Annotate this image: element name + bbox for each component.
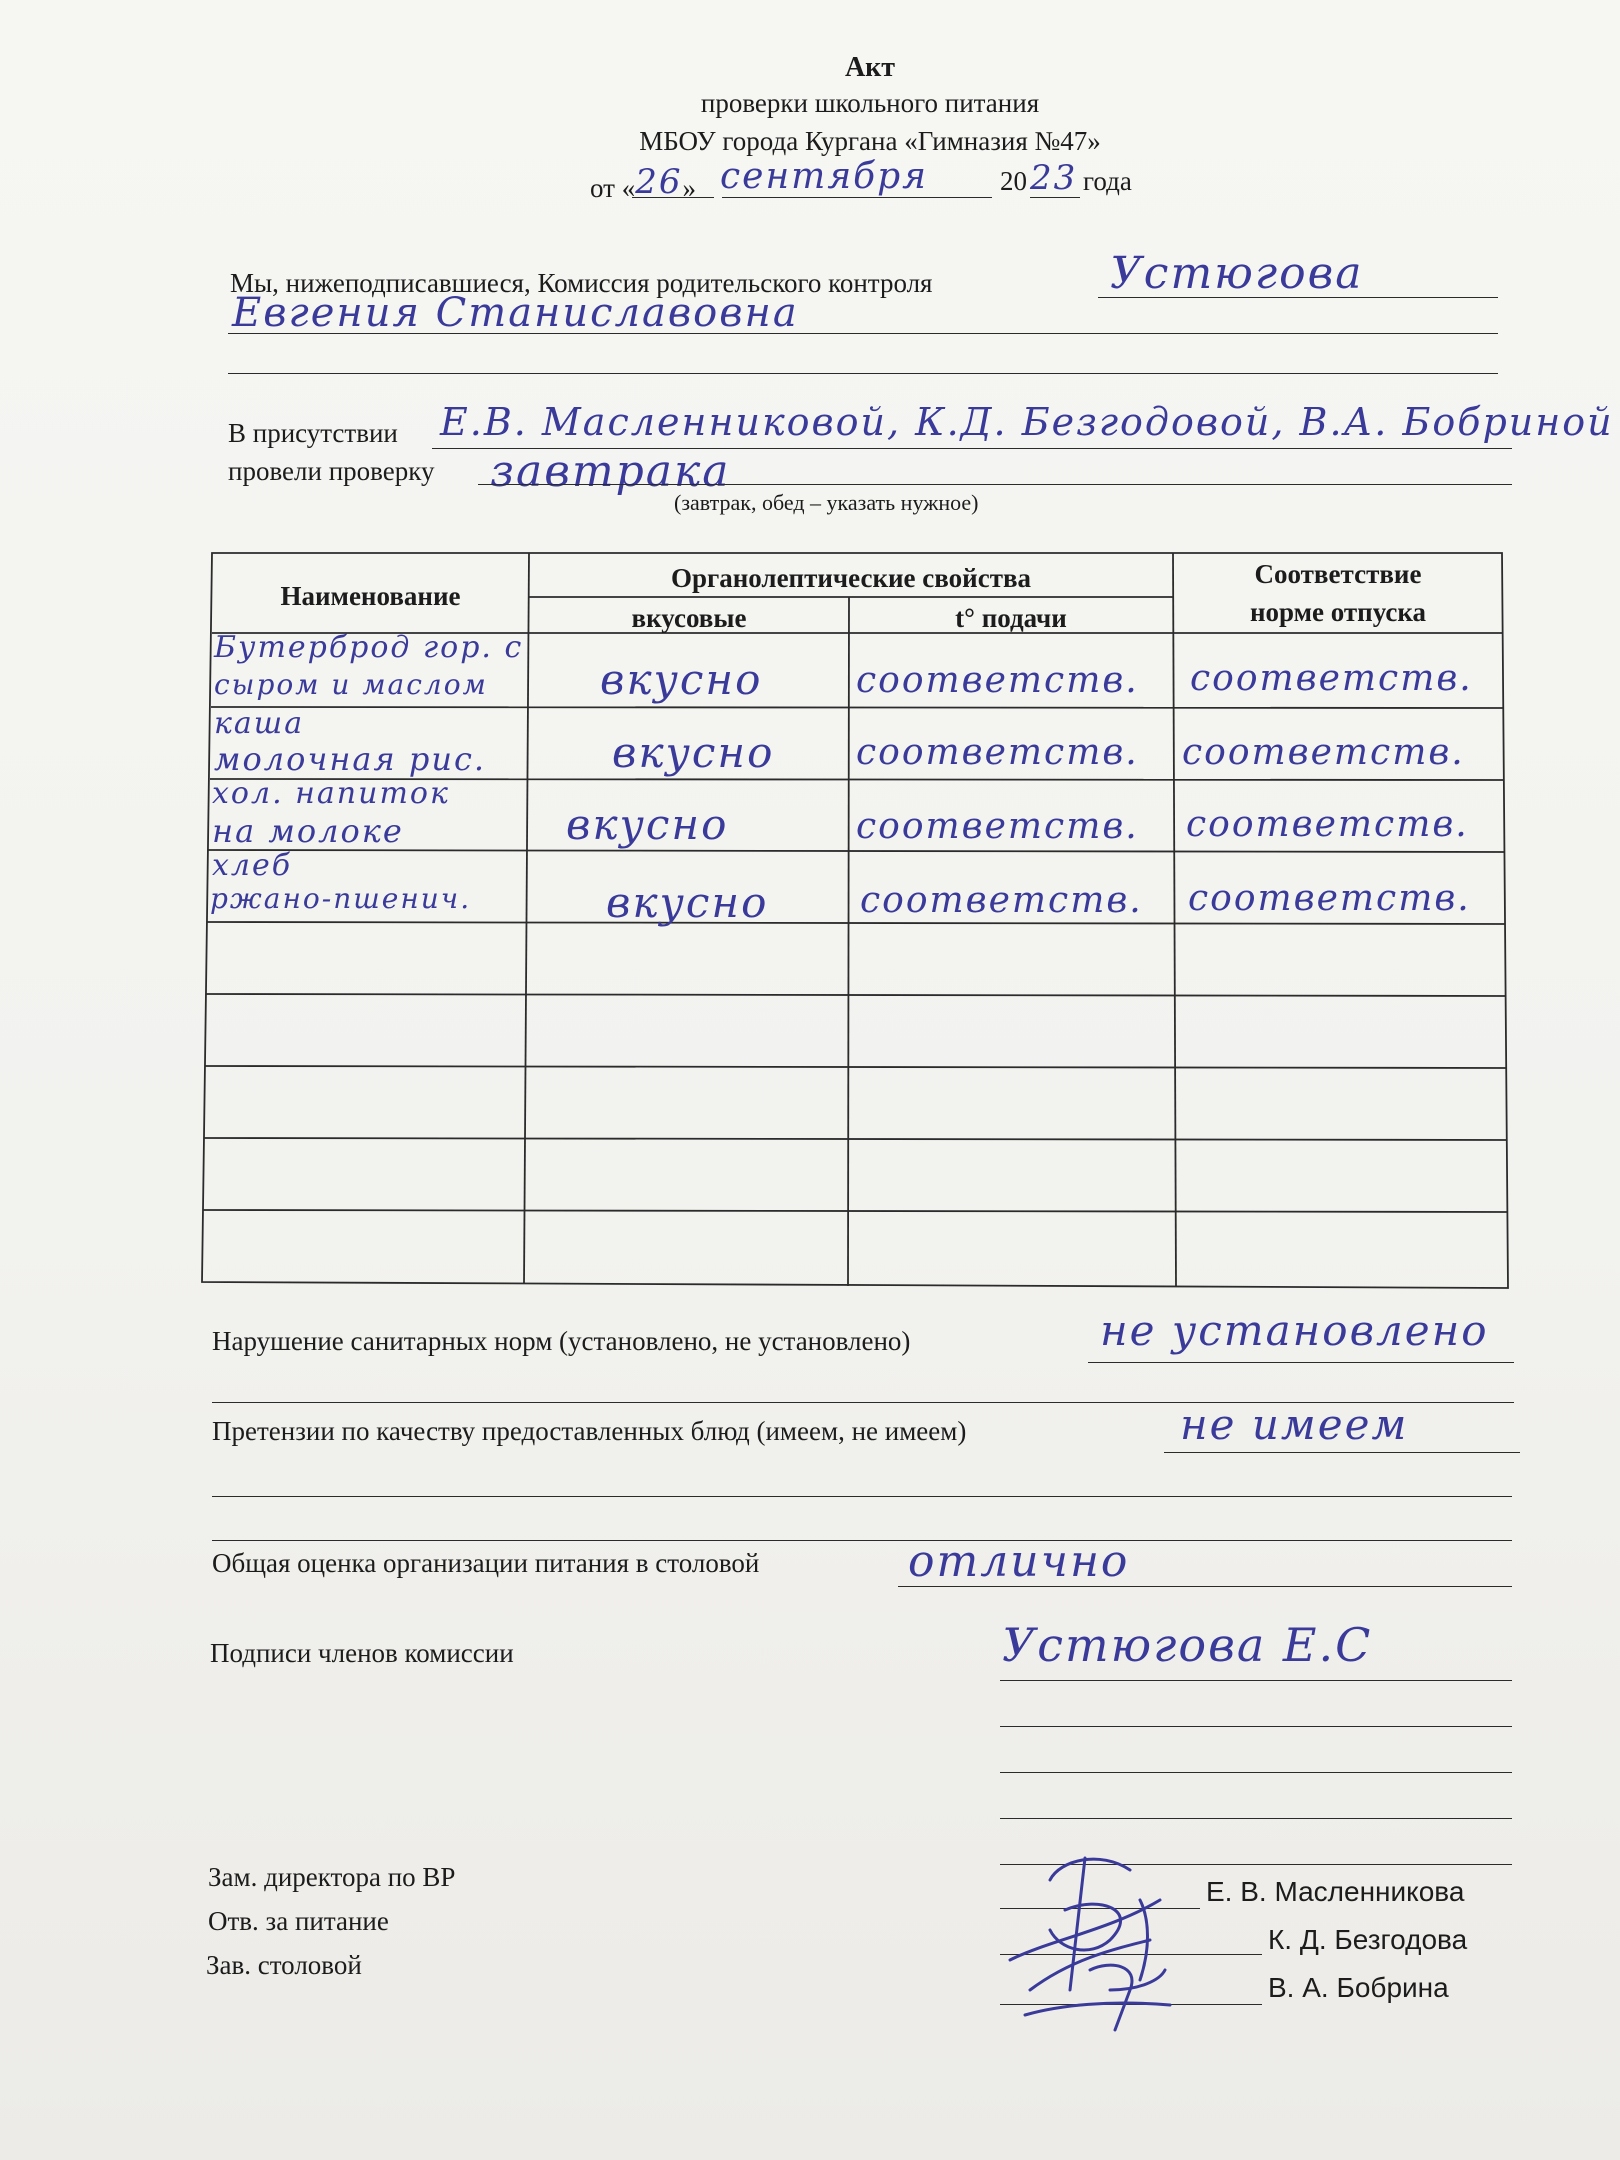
row3-norm: соответств. <box>1186 804 1469 845</box>
col-header-temp: t° подачи <box>955 603 1067 633</box>
violations-label: Нарушение санитарных норм (установлено, не установлено) <box>212 1326 911 1356</box>
row3-name-line1: хол. напиток <box>212 776 450 811</box>
row2-name-line1: каша <box>214 706 305 741</box>
doc-title: Акт <box>844 52 896 83</box>
row1-temp: соответств. <box>856 660 1139 701</box>
claims-line-3 <box>212 1540 1512 1541</box>
date-year: 23 <box>1030 158 1078 198</box>
col-header-organoleptic: Органолептические свойства <box>670 563 1032 593</box>
claims-label: Претензии по качеству предоставленных блюд (имеем, не имеем) <box>212 1416 967 1446</box>
claims-value: не имеем <box>1180 1400 1409 1449</box>
official-name-2: К. Д. Безгодова <box>1268 1924 1468 1955</box>
row3-temp: соответств. <box>856 806 1139 847</box>
row1-taste: вкусно <box>600 655 763 704</box>
row1-name-line1: Бутерброд гор. с <box>214 630 524 665</box>
rating-value: отлично <box>908 1536 1130 1587</box>
row4-temp: соответств. <box>860 880 1143 921</box>
col-header-name: Наименование <box>280 581 461 611</box>
commission-member-name: Евгения Станиславовна <box>232 290 799 336</box>
signature-line-4 <box>1000 1818 1512 1819</box>
row4-name-line1: хлеб <box>212 848 293 883</box>
col-header-norm-line2: норме отпуска <box>1249 597 1427 627</box>
date-month: сентября <box>720 156 929 197</box>
col-header-taste: вкусовые <box>631 603 747 633</box>
official-name-3: В. А. Бобрина <box>1268 1972 1449 2003</box>
check-label: провели проверку <box>228 456 435 486</box>
date-mid: » <box>682 173 696 203</box>
signatures-label: Подписи членов комиссии <box>210 1638 514 1668</box>
date-day: 26 <box>635 162 683 202</box>
date-suffix: года <box>1083 166 1132 196</box>
row1-norm: соответств. <box>1190 658 1473 699</box>
rating-label: Общая оценка организации питания в столовой <box>212 1548 760 1578</box>
row2-name-line2: молочная рис. <box>214 740 487 778</box>
date-prefix: от « <box>590 173 636 203</box>
violations-value: не установлено <box>1100 1306 1489 1355</box>
row1-name-line2: сыром и маслом <box>214 668 488 701</box>
school-name: МБОУ города Кургана «Гимназия №47» <box>639 126 1101 156</box>
signature-line-3 <box>1000 1772 1512 1773</box>
official-role-2: Отв. за питание <box>208 1906 389 1936</box>
signature-line-2 <box>1000 1726 1512 1727</box>
row4-norm: соответств. <box>1188 878 1471 919</box>
claims-line <box>1164 1452 1520 1453</box>
commission-label: Мы, нижеподписавшиеся, Комиссия родительского контроля <box>230 268 933 298</box>
presence-value: Е.В. Масленниковой, К.Д. Безгодовой, В.А. Бобриной <box>440 400 1614 444</box>
official-signatures-scribble <box>990 1840 1220 2040</box>
row2-norm: соответств. <box>1182 732 1465 773</box>
row2-taste: вкусно <box>612 728 775 777</box>
official-role-1: Зам. директора по ВР <box>208 1862 456 1892</box>
member-signature: Устюгова Е.С <box>1002 1618 1373 1672</box>
signature-line-1 <box>1000 1680 1512 1681</box>
row2-temp: соответств. <box>856 732 1139 773</box>
col-header-norm-line1: Соответствие <box>1254 559 1422 589</box>
check-hint: (завтрак, обед – указать нужное) <box>674 490 979 515</box>
claims-line-2 <box>212 1496 1512 1497</box>
presence-label: В присутствии <box>228 418 398 448</box>
row3-name-line2: на молоке <box>212 812 404 850</box>
doc-subtitle: проверки школьного питания <box>700 88 1040 118</box>
commission-member-surname: Устюгова <box>1110 248 1364 299</box>
official-name-1: Е. В. Масленникова <box>1206 1876 1465 1907</box>
row3-taste: вкусно <box>566 800 729 849</box>
official-role-3: Зав. столовой <box>206 1950 362 1980</box>
row4-name-line2: ржано-пшенич. <box>210 882 472 915</box>
row4-taste: вкусно <box>606 878 769 927</box>
rating-line <box>898 1586 1512 1587</box>
date-year-prefix: 20 <box>1000 166 1027 196</box>
violations-line <box>1088 1362 1514 1363</box>
check-value: завтрака <box>490 446 731 497</box>
